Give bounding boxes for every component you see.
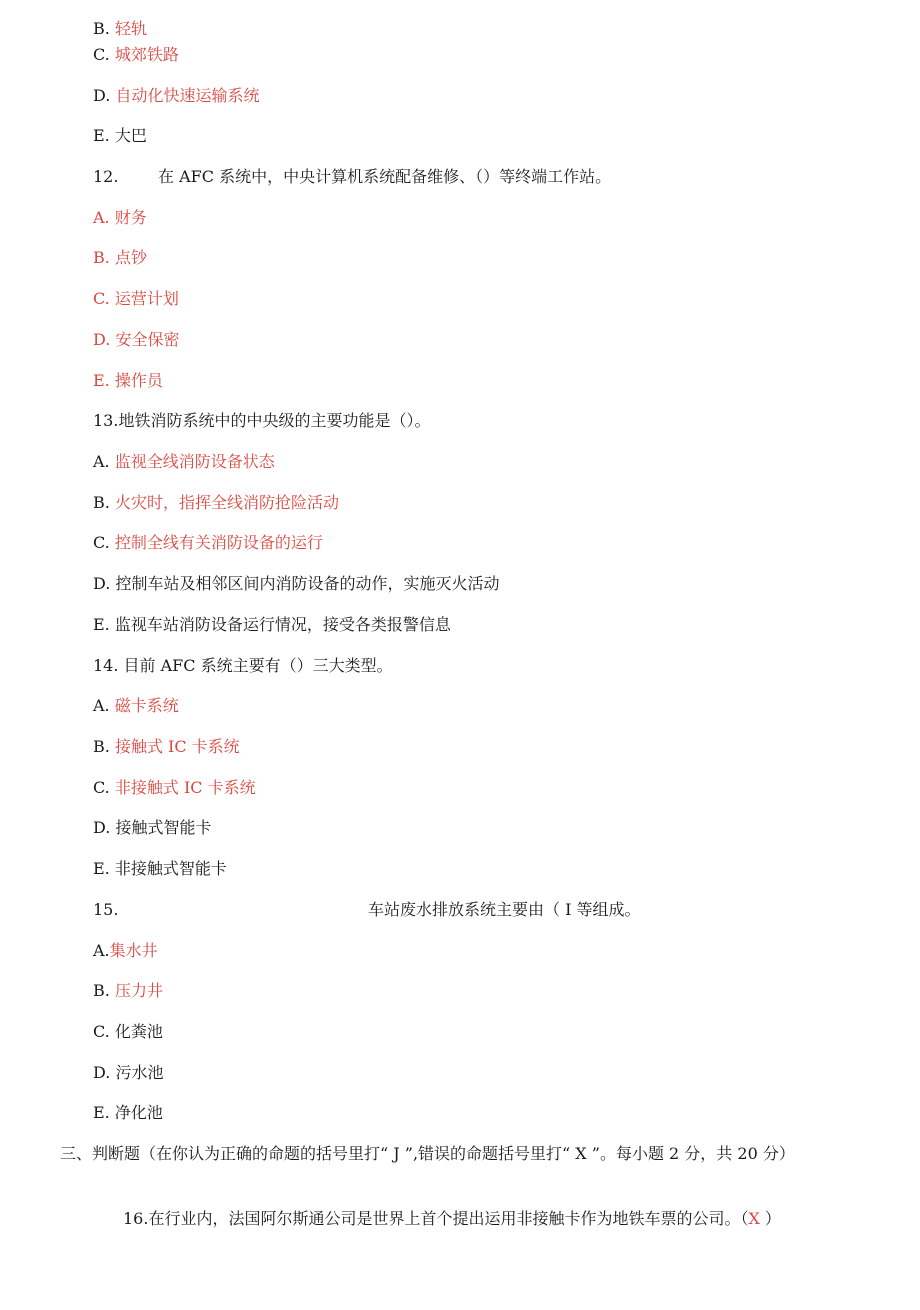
option-text: 财务 [114,208,147,227]
q12-option-c [93,289,179,309]
option-letter: C. [93,45,110,64]
q16-text: 16.在行业内，法国阿尔斯通公司是世界上首个提出运用非接触卡作为地铁车票的公司。（ [123,1209,749,1228]
option-letter: D. [93,330,111,349]
option-text: 城郊铁路 [114,45,179,64]
option-text: 污水池 [115,1063,164,1082]
option-text: 接触式智能卡 [115,818,212,837]
option-letter: A. [93,452,110,471]
q13-option-c [93,533,323,553]
option-text: 大巴 [114,126,147,145]
option-text: 控制车站及相邻区间内消防设备的动作，实施灭火活动 [115,574,500,593]
option-text: 安全保密 [115,330,180,349]
q15-option-a [93,941,158,961]
option-letter: B. [93,19,110,38]
option-text: 集水井 [109,941,158,960]
option-letter: B. [93,737,110,756]
option-text: 运营计划 [114,289,179,308]
option-letter: A. [93,696,110,715]
q14-option-b [93,737,240,757]
option-letter: C. [93,778,110,797]
option-letter: E. [93,126,110,145]
q14-option-a [93,696,179,716]
option-letter: E. [93,615,110,634]
option-letter: C. [93,289,110,308]
option-letter: E. [93,1103,110,1122]
q14-option-c [93,778,256,798]
option-text: 监视车站消防设备运行情况，接受各类报警信息 [114,615,451,634]
q12-option-a [93,208,147,228]
option-b [93,19,147,39]
option-text: 自动化快速运输系统 [115,86,260,105]
q13-option-a [93,452,275,472]
option-letter: E. [93,371,110,390]
option-letter: A. [93,941,110,960]
q12-number: 12. [93,167,119,186]
q14-question: 14. 目前 AFC 系统主要有（）三大类型。 [93,656,393,675]
q13-option-d [93,574,499,594]
option-letter: E. [93,859,110,878]
option-text: 非接触式 IC 卡系统 [114,778,256,797]
option-letter: D. [93,1063,111,1082]
q15-option-b [93,981,163,1001]
option-d [93,86,259,106]
q16-close: ） [759,1209,781,1228]
option-text: 净化池 [114,1103,163,1122]
option-letter: A. [93,208,110,227]
option-text: 非接触式智能卡 [114,859,227,878]
option-e [93,126,147,146]
option-text: 轻轨 [114,19,147,38]
section-heading: 三、判断题（在你认为正确的命题的括号里打“ J ”,错误的命题括号里打“ X ”。每小题 2 分，共 20 分） [60,1144,795,1163]
option-letter: B. [93,493,110,512]
q13-option-e [93,615,451,635]
q15-option-e [93,1103,163,1123]
option-text: 点钞 [114,248,147,267]
option-letter: D. [93,86,111,105]
q12-option-d [93,330,179,350]
option-text: 磁卡系统 [114,696,179,715]
q12-question: 在 AFC 系统中，中央计算机系统配备维修、（）等终端工作站。 [158,167,612,186]
option-letter: D. [93,818,111,837]
q15-question: 车站废水排放系统主要由（ I 等组成。 [368,900,641,919]
option-text: 控制全线有关消防设备的运行 [114,533,323,552]
q13-option-b [93,493,339,513]
option-letter: C. [93,533,110,552]
option-text: 监视全线消防设备状态 [114,452,275,471]
option-text: 化粪池 [114,1022,163,1041]
q16-answer: X [748,1209,760,1228]
option-letter: D. [93,574,111,593]
q12-option-e [93,371,163,391]
q14-option-d [93,818,211,838]
q16-question [123,1209,781,1229]
option-letter: C. [93,1022,110,1041]
q15-option-c [93,1022,163,1042]
option-letter: B. [93,981,110,1000]
q14-option-e [93,859,227,879]
option-letter: B. [93,248,110,267]
q15-number: 15. [93,900,119,919]
q12-option-b [93,248,147,268]
q15-option-d [93,1063,163,1083]
option-c [93,45,179,65]
q13-question: 13.地铁消防系统中的中央级的主要功能是（）。 [93,411,431,430]
option-text: 火灾时，指挥全线消防抢险活动 [114,493,339,512]
option-text: 操作员 [114,371,163,390]
option-text: 压力井 [114,981,163,1000]
option-text: 接触式 IC 卡系统 [114,737,240,756]
